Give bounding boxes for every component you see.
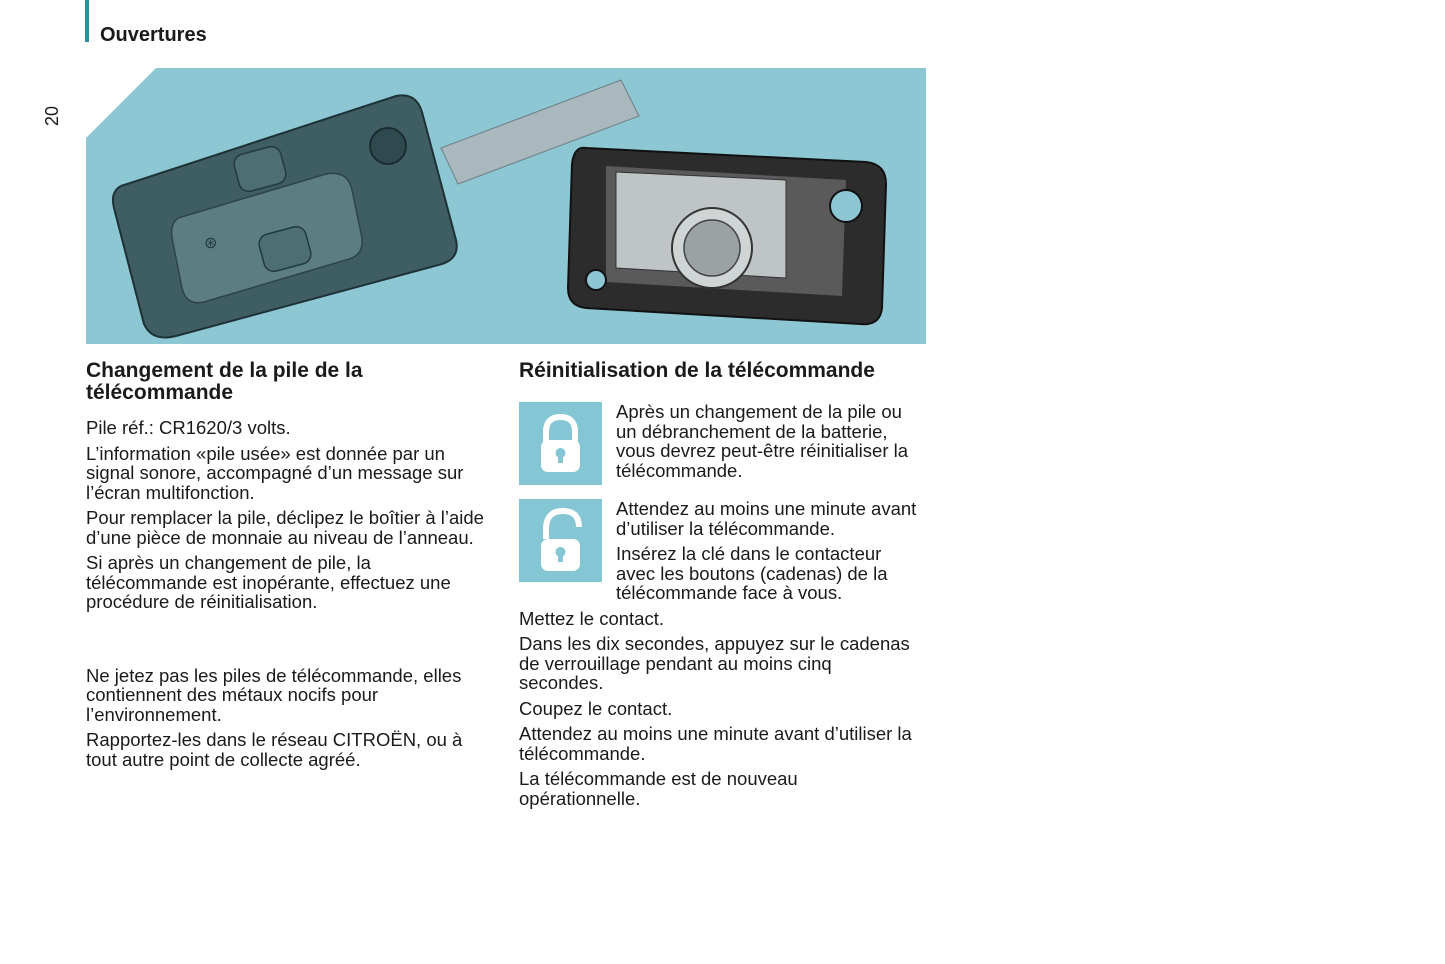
recycling-instructions: Rapportez-les dans le réseau CITROËN, ou à tout autre point de collecte agréé. [86, 729, 463, 770]
padlock-open-icon [519, 499, 602, 582]
low-battery-info: L’information «pile usée» est donnée par un signal sonore, accompagné d’un message sur l’écran multifonction. [86, 442, 464, 503]
reinitialisation-hint: Si après un changement de pile, la télécommande est inopérante, effectuez une procédure de réinitialisation. [86, 552, 451, 612]
open-fob-casing [568, 148, 886, 324]
padlock-closed-icon [519, 402, 602, 485]
reinit-intro: Après un changement de la pile ou un débranchement de la batterie, vous devrez peut-être réinitialiser la télécommande. [616, 401, 909, 481]
remote-key-illustration [86, 68, 926, 344]
environment-warning: Ne jetez pas les piles de télécommande, elles contiennent des métaux nocifs pour l’environnement. [86, 664, 462, 725]
reinit-insert-key: Insérez la clé dans le contacteur avec les boutons (cadenas) de la télécommande face à vous. [616, 543, 888, 603]
battery-change-section [86, 360, 496, 775]
reinitialisation-section [519, 360, 919, 814]
header-accent-bar [85, 0, 89, 42]
reinit-step: Dans les dix secondes, appuyez sur le cadenas de verrouillage pendant au moins cinq secondes. [519, 633, 910, 693]
battery-reference: Pile réf.: CR1620/3 volts. [86, 417, 291, 438]
section-title: Ouvertures [100, 24, 207, 46]
reinit-step: Coupez le contact. [519, 697, 673, 719]
reinit-step: Mettez le contact. [519, 607, 664, 629]
reinit-step: Attendez au moins une minute avant d’utiliser la télécommande. [519, 723, 912, 764]
reinit-step: La télécommande est de nouveau opérationnelle. [519, 768, 798, 809]
battery-change-heading: Changement de la pile de la télécommande [86, 359, 363, 404]
reinitialisation-heading: Réinitialisation de la télécommande [519, 359, 875, 382]
svg-text:⊛: ⊛ [204, 233, 218, 252]
reinit-wait: Attendez au moins une minute avant d’utiliser la télécommande. [616, 498, 917, 539]
page-number: 20 [42, 105, 62, 127]
replace-battery-instructions: Pour remplacer la pile, déclipez le boîtier à l’aide d’une pièce de monnaie au niveau de l’anneau. [86, 507, 484, 548]
